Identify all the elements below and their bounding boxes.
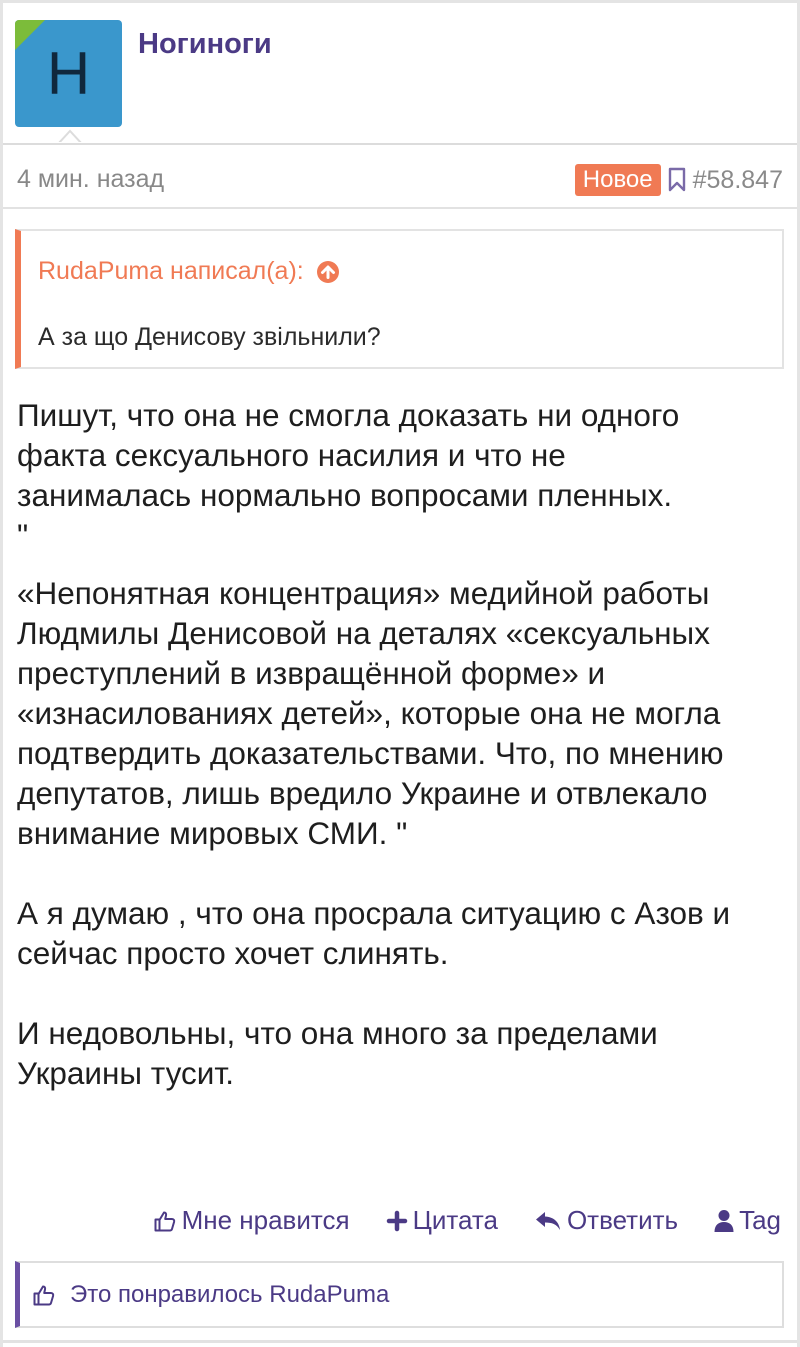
- body-paragraph: «Непонятная концентрация» медийной работы Людмилы Денисовой на деталях «сексуальных преступлений в извращённой форме» и «изнасилованиях детей», которые она не могла подтвердить доказательствами. Что, по мнению депутатов, лишь вредило Украине и отвлекало внимание мировых СМИ. ": [17, 575, 724, 851]
- avatar[interactable]: [15, 20, 122, 127]
- quote-text: А за що Денисову звільнили?: [38, 323, 381, 351]
- new-badge: Новое: [575, 164, 661, 196]
- post-actions: [117, 1205, 781, 1236]
- tag-button[interactable]: [714, 1205, 781, 1236]
- bookmark-icon[interactable]: [667, 167, 687, 193]
- reply-icon: [534, 1210, 562, 1232]
- quote-label: Цитата: [412, 1205, 498, 1235]
- post-timestamp[interactable]: 4 мин. назад: [17, 165, 165, 193]
- post-body: [17, 395, 792, 1093]
- like-button[interactable]: [153, 1205, 350, 1236]
- post-number-link[interactable]: #58.847: [692, 165, 783, 194]
- post-meta-bar: [3, 143, 797, 209]
- avatar-corner-mark: [15, 20, 45, 50]
- plus-icon: [386, 1210, 408, 1232]
- avatar-letter: Н: [46, 39, 91, 107]
- body-paragraph: И недовольны, что она много за пределами Украины тусит.: [17, 1015, 658, 1091]
- tag-label: Tag: [739, 1205, 781, 1235]
- post-author-block: [15, 20, 785, 140]
- top-border: [0, 0, 800, 3]
- username-link[interactable]: Ногиноги: [138, 28, 272, 60]
- user-icon: [714, 1209, 734, 1233]
- body-paragraph: А я думаю , что она просрала ситуацию с Азов и сейчас просто хочет слинять.: [17, 895, 731, 971]
- likes-text[interactable]: Это понравилось RudaPuma: [70, 1280, 390, 1308]
- quote-button[interactable]: [386, 1205, 498, 1236]
- author-pointer-arrow: [58, 128, 82, 144]
- quote-author[interactable]: RudaPuma написал(а):: [38, 257, 304, 285]
- body-paragraph: Пишут, что она не смогла доказать ни одного факта сексуального насилия и что не занималась нормально вопросами пленных. ": [17, 397, 680, 553]
- post-meta-right: [575, 164, 783, 196]
- quote-block: [15, 229, 784, 369]
- likes-summary: [15, 1261, 784, 1328]
- like-label: Мне нравится: [181, 1205, 350, 1235]
- reply-button[interactable]: [534, 1205, 678, 1236]
- arrow-up-circle-icon[interactable]: [316, 260, 340, 284]
- quote-author-line[interactable]: [38, 257, 340, 286]
- thumbs-up-icon: [32, 1283, 56, 1307]
- reply-label: Ответить: [566, 1205, 679, 1235]
- bottom-divider: [3, 1340, 797, 1343]
- thumbs-up-icon: [153, 1209, 177, 1233]
